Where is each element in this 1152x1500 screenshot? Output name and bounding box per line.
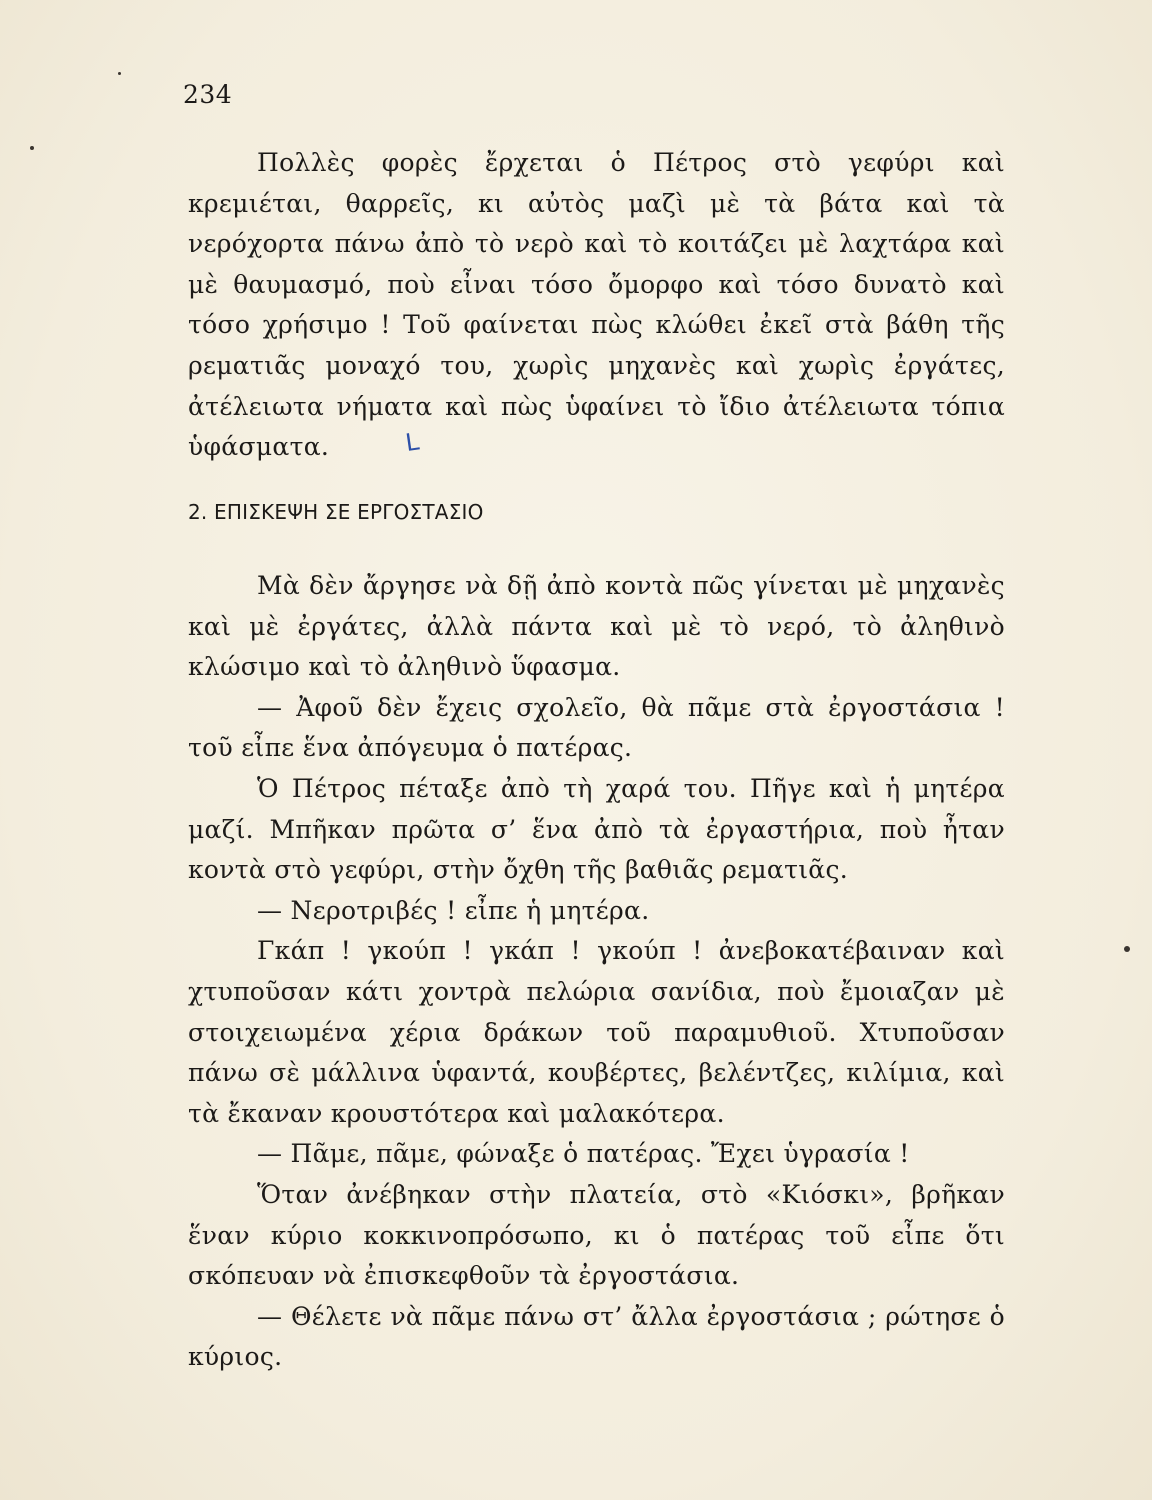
paragraph: Πολλὲς φορὲς ἔρχεται ὁ Πέτρος στὸ γεφύρι καὶ κρεμιέται, θαρρεῖς, κι αὐτὸς μαζὶ μὲ τὰ βάτα καὶ τὰ νερόχορτα πάνω ἀπὸ τὸ νερὸ καὶ τὸ κοιτάζει μὲ λαχτάρα καὶ μὲ θαυμασμό, ποὺ εἶναι τόσο ὄμορφο καὶ τόσο δυνατὸ καὶ τόσο χρήσιμο ! Τοῦ φαίνεται πὼς κλώθει ἐκεῖ στὰ βάθη τῆς ρεματιᾶς μοναχό του, χωρὶς μηχανὲς καὶ χωρὶς ἐργάτες, ἀτέλειωτα νήματα καὶ πὼς ὑφαίνει τὸ ἴδιο ἀτέλειωτα τόπια ὑφάσματα. Ⅼ — [188, 143, 1005, 468]
paragraph: — Πᾶμε, πᾶμε, φώναξε ὁ πατέρας. Ἔχει ὑγρασία ! — [257, 1139, 910, 1169]
paragraph: — Ἀφοῦ δὲν ἔχεις σχολεῖο, θὰ πᾶμε στὰ ἐργοστάσια ! τοῦ εἶπε ἕνα ἀπόγευμα ὁ πατέρας. — [188, 692, 1005, 763]
page-number: 234 — [183, 80, 233, 109]
paragraph: — Νεροτριβές ! εἶπε ἡ μητέρα. — [257, 895, 650, 925]
paragraph: Γκάπ ! γκούπ ! γκάπ ! γκούπ ! ἀνεβοκατέβαιναν καὶ χτυποῦσαν κάτι χοντρὰ πελώρια σανίδια, ποὺ ἔμοιαζαν μὲ στοιχειωμένα χέρια δράκων τοῦ παραμυθιοῦ. Χτυποῦσαν πάνω σὲ μάλλινα ὑφαντά, κουβέρτες, βελέντζες, κιλίμια, καὶ τὰ ἔκαναν κρουστότερα καὶ μαλακότερα. — [188, 936, 1005, 1128]
ink-speck — [1124, 946, 1130, 952]
ink-speck — [30, 146, 34, 150]
paragraph: Μὰ δὲν ἄργησε νὰ δῇ ἀπὸ κοντὰ πῶς γίνεται μὲ μηχανὲς καὶ μὲ ἐργάτες, ἀλλὰ πάντα καὶ μὲ τὸ νερό, τὸ ἀληθινὸ κλώσιμο καὶ τὸ ἀληθινὸ ὕφασμα. — [188, 571, 1005, 682]
paragraph: Ὅταν ἀνέβηκαν στὴν πλατεία, στὸ «Κιόσκι», βρῆκαν ἕναν κύριο κοκκινοπρόσωπο, κι ὁ πατέρας τοῦ εἶπε ὅτι σκόπευαν νὰ ἐπισκεφθοῦν τὰ ἐργοστάσια. — [188, 1179, 1005, 1291]
text-block-section-2 — [188, 566, 1005, 1378]
pencil-mark: Ⅼ — [403, 427, 422, 458]
paragraph: Ὁ Πέτρος πέταξε ἀπὸ τὴ χαρά του. Πῆγε καὶ ἡ μητέρα μαζί. Μπῆκαν πρῶτα σ’ ἕνα ἀπὸ τὰ ἐργαστήρια, ποὺ ἦταν κοντὰ στὸ γεφύρι, στὴν ὄχθη τῆς βαθιᾶς ρεματιᾶς. — [188, 773, 1005, 885]
paragraph: — Θέλετε νὰ πᾶμε πάνω στ’ ἄλλα ἐργοστάσια ; ρώτησε ὁ κύριος. — [188, 1301, 1005, 1372]
ink-speck — [118, 72, 121, 75]
section-heading: 2. ΕΠΙΣΚΕΨΗ ΣΕ ΕΡΓΟΣΤΑΣΙΟ — [188, 500, 484, 524]
text-block-intro — [188, 143, 1005, 468]
